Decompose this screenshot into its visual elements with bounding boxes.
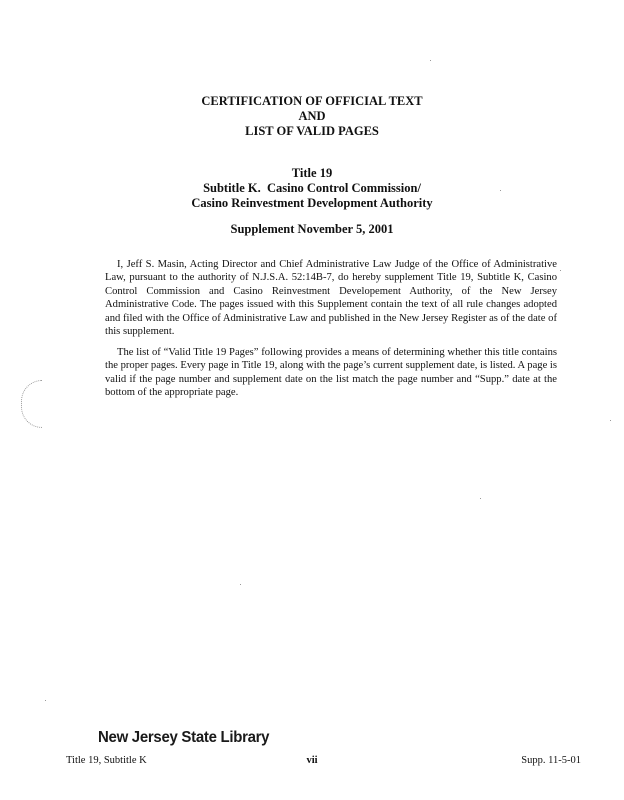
scan-speck — [430, 60, 431, 61]
punch-hole-mark — [21, 380, 42, 428]
subtitle-line-1: Subtitle K. Casino Control Commission/ — [203, 181, 421, 195]
library-stamp: New Jersey State Library — [98, 728, 270, 747]
supplement-date: Supplement November 5, 2001 — [230, 222, 394, 236]
scan-speck — [560, 270, 561, 271]
title-block — [0, 166, 624, 211]
title-number: Title 19 — [291, 166, 333, 180]
scan-speck — [45, 700, 46, 701]
page-number: vii — [306, 755, 318, 766]
certification-heading — [0, 94, 624, 139]
paragraph-text: The list of “Valid Title 19 Pages” following provides a means of determining whether this title contains the proper pages. Every page in Title 19, along with the page’s current supplement date, is listed. A page is valid if the page number and supplement date on the list match the page number and “Supp.” date at the bottom of the appropriate page. — [105, 347, 557, 399]
footer-title: Title 19, Subtitle K — [66, 755, 147, 766]
scan-speck — [500, 190, 501, 191]
scan-speck — [240, 584, 241, 585]
certification-line-2: AND — [298, 109, 326, 123]
footer-supplement: Supp. 11-5-01 — [521, 755, 581, 766]
valid-pages-paragraph — [105, 346, 557, 400]
certification-line-1: CERTIFICATION OF OFFICIAL TEXT — [201, 94, 423, 108]
subtitle-line-2: Casino Reinvestment Development Authority — [191, 196, 433, 210]
scan-speck — [610, 420, 611, 421]
certification-line-3: LIST OF VALID PAGES — [245, 124, 379, 138]
scan-speck — [480, 498, 481, 499]
certification-paragraph — [105, 258, 557, 338]
paragraph-text: I, Jeff S. Masin, Acting Director and Chief Administrative Law Judge of the Office of Administrative Law, pursuant to the authority of N.J.S.A. 52:14B-7, do hereby supplement Title 19, Subtitle K, Casino Control Commission and Casino Reinvestment Developement Authority, of the New Jersey Administrative Code. The pages issued with this Supplement contain the text of all rule changes adopted and filed with the Office of Administrative Law and published in the New Jersey Register as of the date of this supplement. — [105, 259, 557, 338]
